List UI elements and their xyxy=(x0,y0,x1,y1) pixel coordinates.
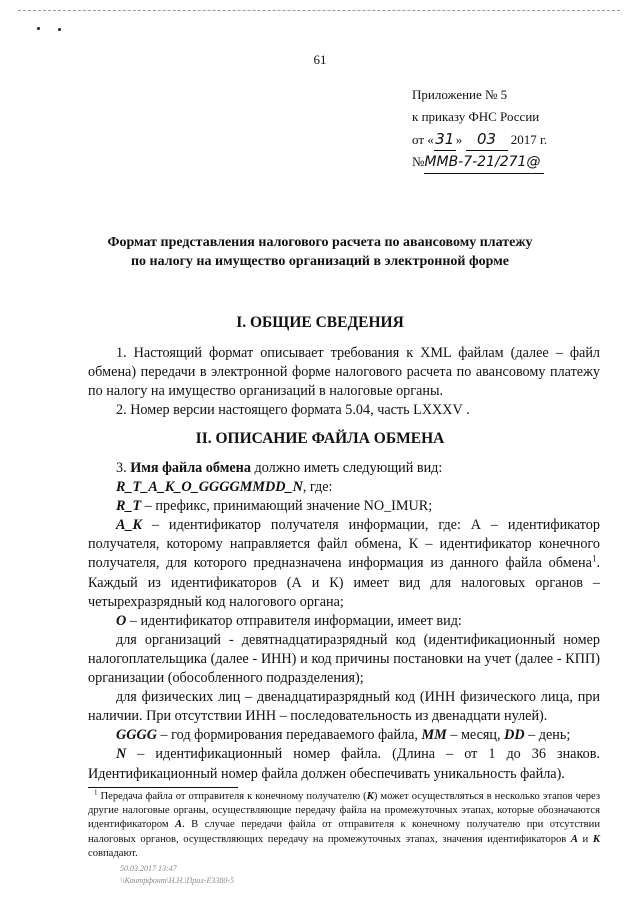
paragraph-2: 2. Номер версии настоящего формата 5.04, часть LXXXV . xyxy=(116,402,470,419)
footnote: $^1$ Передача файла от отправителя к конечному получателю (К) может осуществляться в несколько этапов через другие налоговые органы, осуществляющие передачу файла на промежуточных этапах, которые обозначаются идентификатором А. В случае передачи файла от отправителя к конечному получателю при отсутствии налоговых органов, осуществляющих передачу на промежуточных этапах, значения идентификаторов А и К совпадают. xyxy=(88,788,601,859)
document-title-line-1: Формат представления налогового расчета по авансовому платежу xyxy=(107,235,533,250)
section-1-body xyxy=(88,344,600,420)
approval-date: от «31» 03 2017 г. xyxy=(412,128,547,151)
scan-edge xyxy=(18,10,620,11)
section-2-body xyxy=(88,459,600,784)
print-stamp-date: 50.03.2017 13:47 xyxy=(120,864,177,873)
definition-rt: R_T – префикс, принимающий значение NO_IMUR; xyxy=(116,498,433,515)
definition-date: GGGG – год формирования передаваемого файла, MM – месяц, DD – день; xyxy=(116,727,571,744)
page-number: 61 xyxy=(313,52,327,67)
approval-date-month: 03 xyxy=(466,128,508,151)
print-stamp-path: \\Контрфонт\Н.Н.\Прил-Е3380-5 xyxy=(120,876,234,885)
document-title-line-2: по налогу на имущество организаций в электронной форме xyxy=(130,254,510,269)
document-title xyxy=(40,233,600,271)
definition-o: O – идентификатор отправителя информации, имеет вид: xyxy=(116,612,462,629)
scan-speck xyxy=(37,27,40,30)
paragraph-1: 1. Настоящий формат описывает требования к XML файлам (далее – файл обмена) передачи в электронной форме налогового расчета по авансовому платежу по налогу на имущество организаций в налоговые органы. xyxy=(88,345,600,400)
file-name-pattern: R_T_A_K_O_GGGGMMDD_N, где: xyxy=(116,479,333,496)
footnote-separator xyxy=(88,787,238,788)
paragraph-3: 3. Имя файла обмена должно иметь следующий вид: xyxy=(116,460,443,476)
footnote-ref: 1 xyxy=(591,553,597,564)
definition-o-individuals: для физических лиц – двенадцатиразрядный код (ИНН физического лица, при наличии. При отсутствии ИНН – последовательность из двенадцати нулей). xyxy=(88,689,600,725)
approval-block xyxy=(412,84,547,174)
definition-n: N – идентификационный номер файла. (Длина – от 1 до 36 знаков. Идентификационный номер файла должен обеспечивать уникальность файла). xyxy=(88,746,600,782)
approval-date-year: 2017 г. xyxy=(510,132,548,147)
approval-appendix: Приложение № 5 xyxy=(412,87,508,102)
approval-number: №ММВ-7-21/271@ xyxy=(412,151,547,174)
definition-o-organizations: для организаций - девятнадцатиразрядный код (идентификационный номер налогоплательщика (далее - ИНН) и код причины постановки на учет (далее - КПП) организации (обособленного подразделения); xyxy=(88,631,600,687)
section-1-heading: I. ОБЩИЕ СВЕДЕНИЯ xyxy=(236,314,404,331)
approval-number-value: ММВ-7-21/271@ xyxy=(424,151,544,174)
section-2-heading: II. ОПИСАНИЕ ФАЙЛА ОБМЕНА xyxy=(195,430,445,447)
definition-ak: A_K – идентификатор получателя информации, где: А – идентификатор получателя, которому направляется файл обмена, К – идентификатор конечного получателя, для которого предназначена информация из данного файла обмена$^1$. Каждый из идентификаторов (А и К) имеет вид для налоговых органов – четырехразрядный код налогового органа; xyxy=(88,517,600,610)
footnote-mark: 1 xyxy=(94,788,98,797)
approval-order: к приказу ФНС России xyxy=(412,109,540,124)
scan-speck xyxy=(58,28,61,31)
approval-date-day: 31 xyxy=(434,128,456,151)
